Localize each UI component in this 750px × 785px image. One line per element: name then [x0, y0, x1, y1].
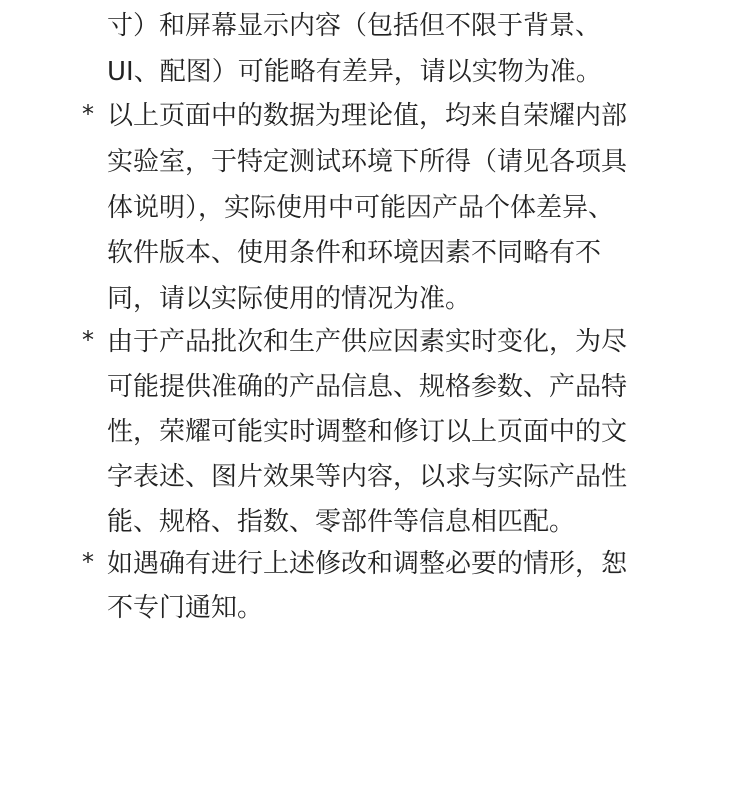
- bullet-asterisk: *: [82, 100, 94, 128]
- note-line: 字表述、图片效果等内容，以求与实际产品性: [107, 462, 628, 492]
- note-line: 寸）和屏幕显示内容（包括但不限于背景、: [107, 11, 602, 41]
- note-line: 以上页面中的数据为理论值，均来自荣耀内部: [107, 101, 628, 131]
- note-line: 软件版本、使用条件和环境因素不同略有不: [107, 238, 602, 268]
- bullet-asterisk: *: [82, 326, 94, 354]
- note-line: 如遇确有进行上述修改和调整必要的情形，恕: [107, 549, 628, 579]
- note-line: 能、规格、指数、零部件等信息相匹配。: [107, 507, 576, 537]
- note-line: 体说明），实际使用中可能因产品个体差异、: [107, 193, 615, 223]
- note-line: 不专门通知。: [107, 593, 264, 623]
- bullet-asterisk: *: [82, 548, 94, 576]
- note-line: 性，荣耀可能实时调整和修订以上页面中的文: [107, 417, 628, 447]
- note-line: 实验室，于特定测试环境下所得（请见各项具: [107, 147, 628, 177]
- note-line: UI、配图）可能略有差异，请以实物为准。: [107, 57, 602, 87]
- note-line: 可能提供准确的产品信息、规格参数、产品特: [107, 372, 628, 402]
- note-line: 同，请以实际使用的情况为准。: [107, 284, 472, 314]
- note-line: 由于产品批次和生产供应因素实时变化，为尽: [107, 327, 628, 357]
